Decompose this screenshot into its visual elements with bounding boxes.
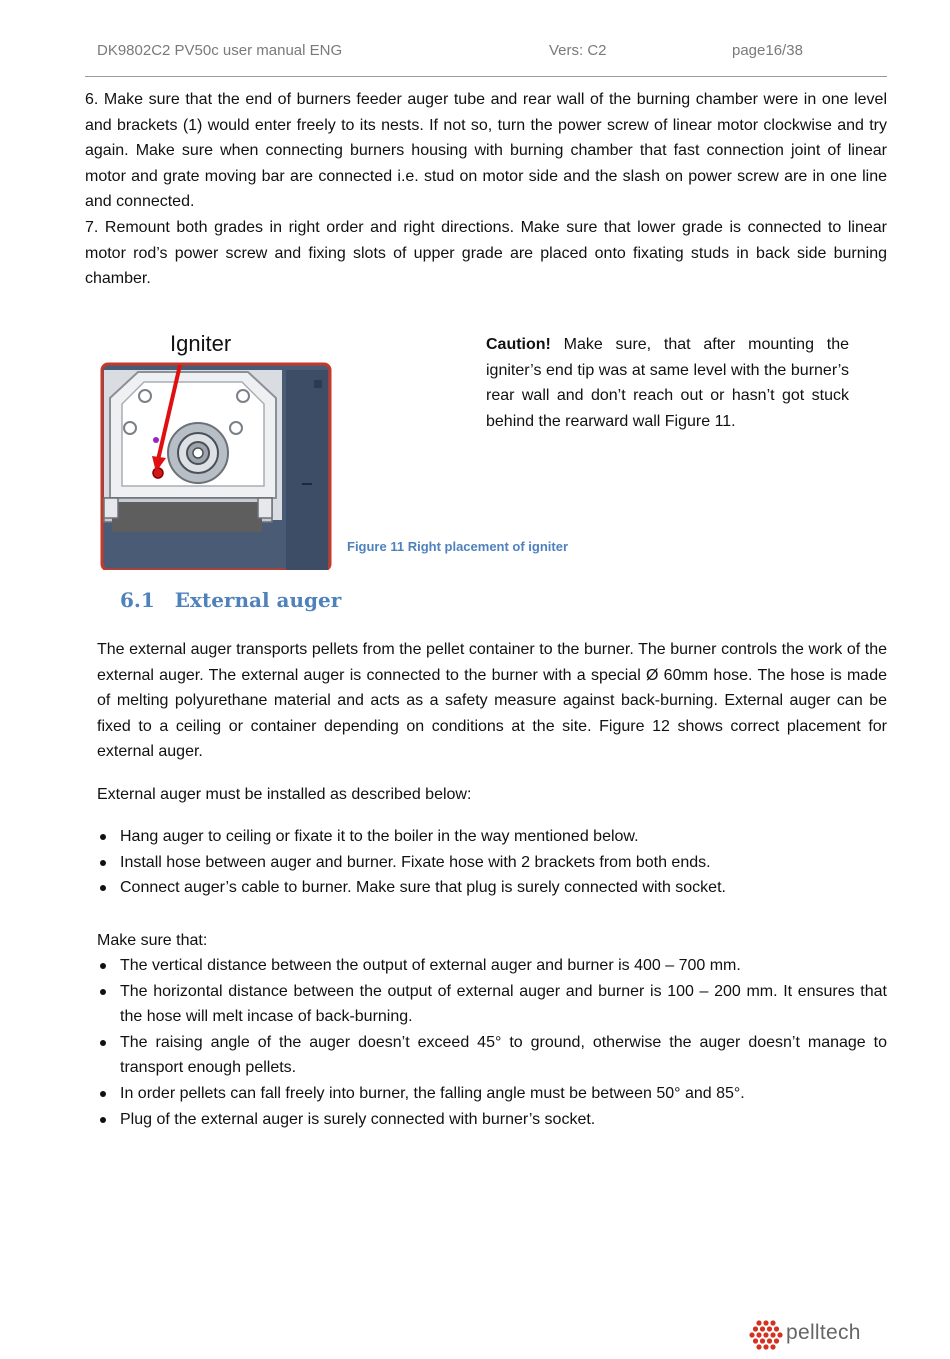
- checks-intro: Make sure that:: [97, 932, 208, 949]
- igniter-figure: [100, 360, 336, 570]
- list-item-text: Plug of the external auger is surely connected with burner’s socket.: [120, 1110, 596, 1128]
- bullet-icon: [100, 1091, 106, 1097]
- caution-lead: Caution!: [486, 336, 551, 353]
- bullet-icon: [100, 989, 106, 995]
- list-item: [97, 824, 887, 850]
- bullet-icon: [100, 1117, 106, 1123]
- list-item-text: Install hose between auger and burner. Fixate hose with 2 brackets from both ends.: [120, 853, 711, 871]
- install-steps-list: [97, 824, 887, 901]
- page-header: [97, 42, 887, 64]
- step-7-paragraph: 7. Remount both grades in right order and right directions. Make sure that lower grade is connected to linear motor rod’s power screw and fixing slots of upper grade are placed onto fixating studs in back side burning chamber.: [85, 219, 887, 288]
- doc-title: DK9802C2 PV50c user manual ENG: [97, 42, 343, 59]
- checks-list: [97, 953, 887, 1132]
- list-item: [97, 850, 887, 876]
- list-item: [97, 1081, 887, 1107]
- list-item: [97, 1107, 887, 1133]
- section-heading: [120, 588, 341, 612]
- step-6-paragraph: 6. Make sure that the end of burners feeder auger tube and rear wall of the burning chamber were in one level and brackets (1) would enter freely to its nests. If not so, turn the power screw of linear motor clockwise and try again. Make sure when connecting burners housing with burning chamber that fast connection joint of linear motor and grate moving bar are connected i.e. stud on motor side and the slash on power screw are in one line and connected.: [85, 91, 887, 211]
- bullet-icon: [100, 860, 106, 866]
- list-item-text: Hang auger to ceiling or fixate it to the boiler in the way mentioned below.: [120, 828, 639, 845]
- list-item-text: The raising angle of the auger doesn’t exceed 45° to ground, otherwise the auger doesn’t manage to transport enough pellets.: [120, 1033, 887, 1077]
- logo-text: pelltech: [786, 1321, 861, 1344]
- list-item-text: In order pellets can fall freely into burner, the falling angle must be between 50° and 85°.: [120, 1084, 745, 1102]
- pelltech-logo-icon: [748, 1318, 784, 1354]
- list-item: [97, 875, 887, 901]
- bullet-icon: [100, 885, 106, 891]
- section-title: External auger: [174, 588, 342, 612]
- igniter-label: Igniter: [170, 331, 232, 356]
- page-number: page16/38: [732, 42, 803, 59]
- header-rule: [85, 76, 887, 77]
- list-item: [97, 1030, 887, 1081]
- pelltech-logo: [748, 1318, 880, 1354]
- bullet-icon: [100, 834, 106, 840]
- doc-version: Vers: C2: [549, 42, 607, 59]
- auger-description: The external auger transports pellets from the pellet container to the burner. The burner controls the work of the external auger. The external auger is connected to the burner with a special Ø 60mm hose. The hose is made of melting polyurethane material and acts as a safety measure against back-burning. External auger can be fixed to a ceiling or container depending on conditions at the site. Figure 12 shows correct placement for external auger.: [97, 641, 887, 761]
- bullet-icon: [100, 1040, 106, 1046]
- list-item: [97, 953, 887, 979]
- install-intro: External auger must be installed as described below:: [97, 786, 472, 803]
- section-number: 6.1: [120, 588, 155, 612]
- bullet-icon: [100, 963, 106, 969]
- list-item-text: The vertical distance between the output of external auger and burner is 400 – 700 mm.: [120, 957, 741, 974]
- caution-text: Make sure, that after mounting the igniter’s end tip was at same level with the burner’s rear wall and don’t reach out or hasn’t got stuck behind the rearward wall Figure 11.: [486, 336, 849, 430]
- figure-caption: Figure 11 Right placement of igniter: [347, 539, 569, 554]
- list-item: [97, 979, 887, 1030]
- caution-note: [486, 332, 849, 434]
- list-item-text: Connect auger’s cable to burner. Make sure that plug is surely connected with socket.: [120, 879, 726, 897]
- list-item-text: The horizontal distance between the output of external auger and burner is 100 – 200 mm. It ensures that the hose will melt incase of back-burning.: [120, 982, 887, 1026]
